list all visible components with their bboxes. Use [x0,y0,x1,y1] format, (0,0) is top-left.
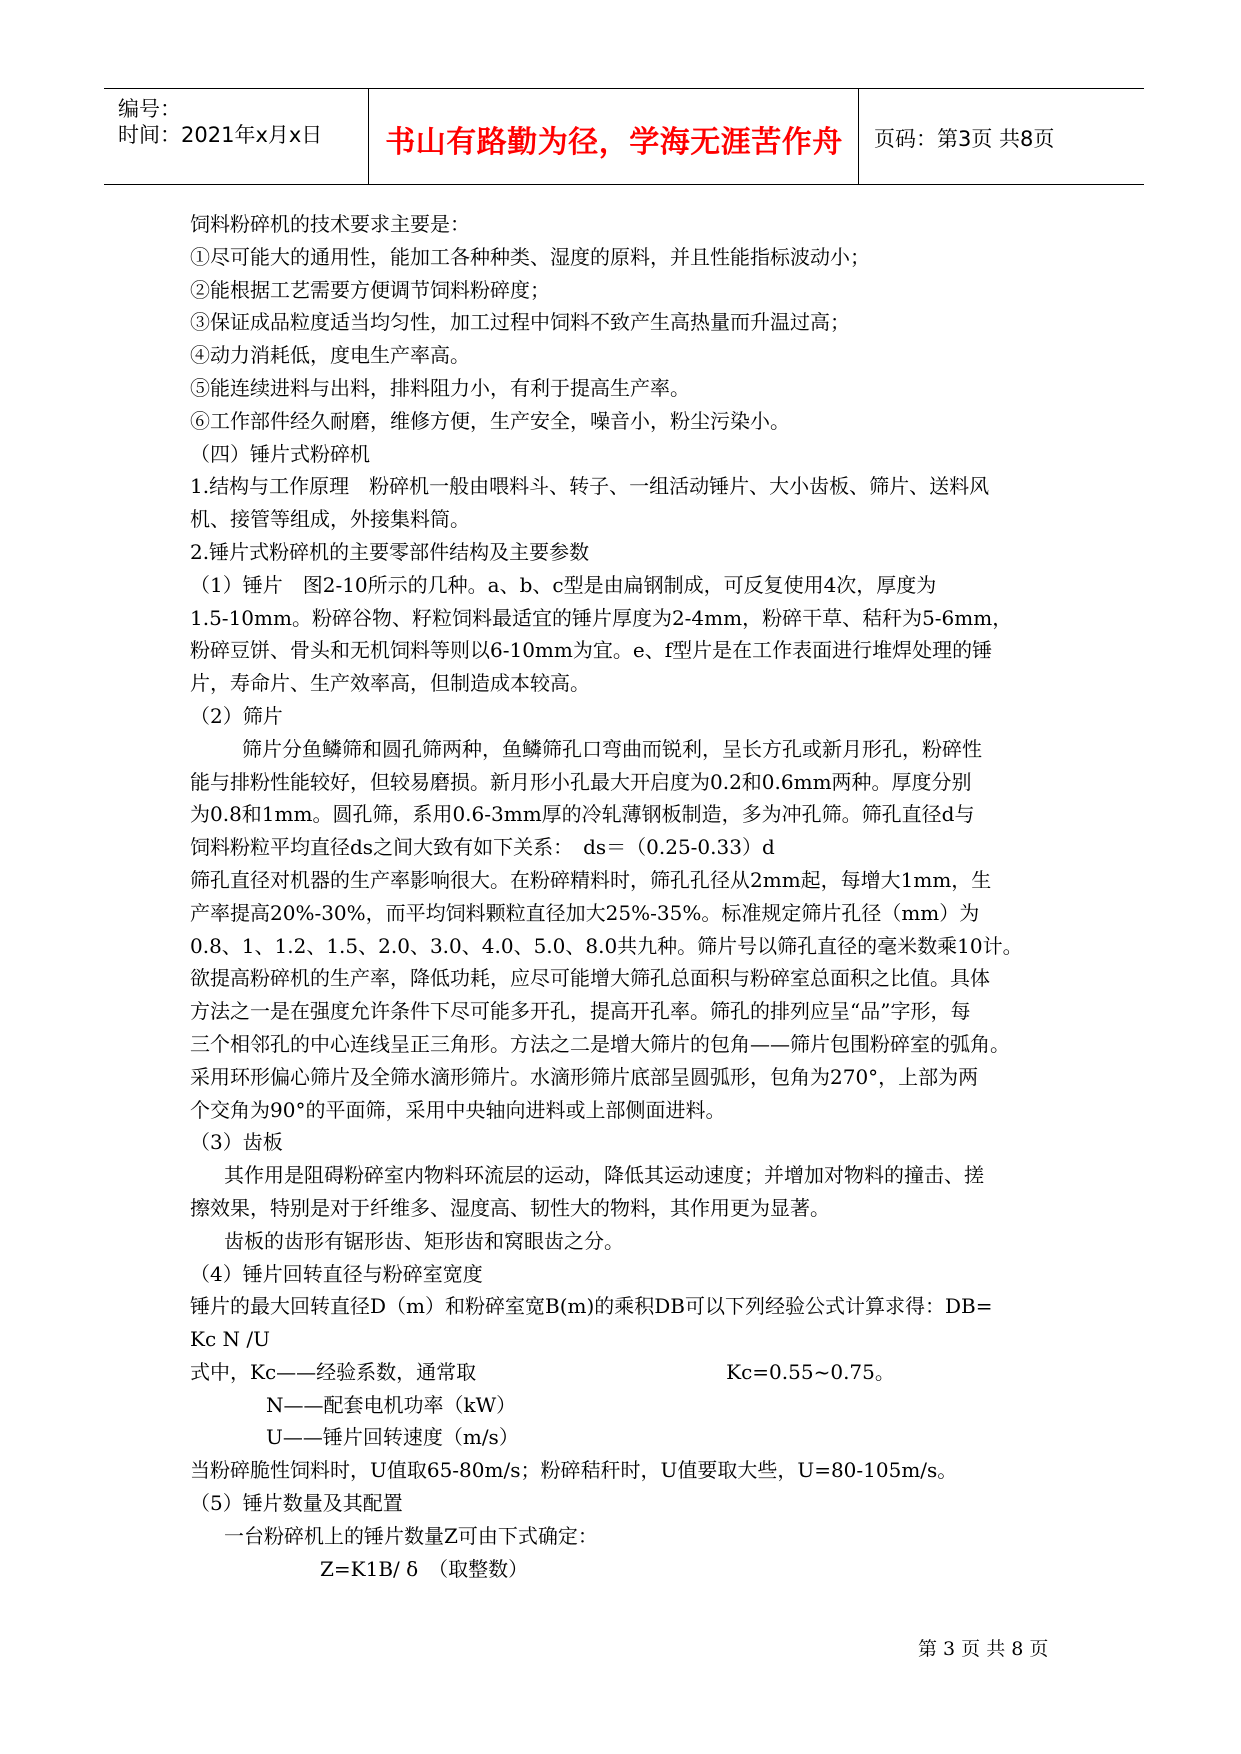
text-line: 锤片的最大回转直径D（m）和粉碎室宽B(m)的乘积DB可以下列经验公式计算求得：DB= [190,1294,993,1319]
text-line: 擦效果，特别是对于纤维多、湿度高、韧性大的物料，其作用更为显著。 [190,1195,830,1220]
text-line: 筛孔直径对机器的生产率影响很大。在粉碎精料时，筛孔孔径从2mm起，每增大1mm，生 [190,867,992,892]
text-line: 一台粉碎机上的锤片数量Z可由下式确定： [224,1523,598,1548]
text-line: 产率提高20%-30%，而平均饲料颗粒直径加大25%-35%。标准规定筛片孔径（mm）为 [190,900,980,925]
text-line: 个交角为90°的平面筛，采用中央轴向进料或上部侧面进料。 [190,1097,726,1122]
page-footer: 第 3 页 共 8 页 [918,1638,1049,1660]
text-line: （1）锤片 图2-10所示的几种。a、b、c型是由扁钢制成，可反复使用4次，厚度为 [190,572,937,597]
document-body [190,208,1070,1585]
text-line: 饲料粉粒平均直径ds之间大致有如下关系： ds＝（0.25-0.33）d [190,835,775,860]
subsection-heading: （5）锤片数量及其配置 [190,1491,403,1516]
legend-term: 式中，Kc——经验系数，通常取 [190,1359,477,1384]
motto-text: 书山有路勤为径，学海无涯苦作舟 [385,125,843,160]
document-number-label: 编号： [118,97,181,121]
text-line: 筛片分鱼鳞筛和圆孔筛两种，鱼鳞筛孔口弯曲而锐利，呈长方孔或新月形孔，粉碎性 [242,736,982,761]
text-line: ④动力消耗低，度电生产率高。 [190,343,470,368]
text-line: 方法之一是在强度允许条件下尽可能多开孔，提高开孔率。筛孔的排列应呈“品”字形，每 [190,999,971,1024]
header-page-cell [860,89,1144,184]
text-line: 片，寿命片、生产效率高，但制造成本较高。 [190,671,590,696]
text-line: 1.5-10mm。粉碎谷物、籽粒饲料最适宜的锤片厚度为2-4mm，粉碎干草、秸秆为5-6mm， [190,605,1013,630]
text-line: 三个相邻孔的中心连线呈正三角形。方法之二是增大筛片的包角——筛片包围粉碎室的弧角。 [190,1031,1010,1056]
text-line: 1.结构与工作原理 粉碎机一般由喂料斗、转子、一组活动锤片、大小齿板、筛片、送料风 [190,474,990,499]
text-line: 0.8、1、1.2、1.5、2.0、3.0、4.0、5.0、8.0共九种。筛片号以筛孔直径的毫米数乘10计。 [190,933,1023,958]
text-line: 为0.8和1mm。圆孔筛，系用0.6-3mm厚的冷轧薄钢板制造，多为冲孔筛。筛孔直径d与 [190,802,975,827]
text-line: ②能根据工艺需要方便调节饲料粉碎度； [190,277,550,302]
document-time-label: 时间：2021年x月x日 [118,123,323,147]
section-heading: （四）锤片式粉碎机 [190,441,370,466]
header-page-number: 页码：第3页 共8页 [874,127,1055,151]
text-line: ③保证成品粒度适当均匀性，加工过程中饲料不致产生高热量而升温过高； [190,310,850,335]
header-info-cell [104,89,369,184]
subsection-heading: （4）锤片回转直径与粉碎室宽度 [190,1261,483,1286]
formula-line: Z=K1B/ δ （取整数） [320,1556,529,1581]
text-line: 能与排粉性能较好，但较易磨损。新月形小孔最大开启度为0.2和0.6mm两种。厚度分别 [190,769,972,794]
formula-legend-line: N——配套电机功率（kW） [266,1392,517,1417]
formula-legend-line [190,1356,1070,1389]
page-header [104,88,1144,185]
text-line: 2.锤片式粉碎机的主要零部件结构及主要参数 [190,539,590,564]
text-line: 当粉碎脆性饲料时，U值取65-80m/s；粉碎秸秆时，U值要取大些，U=80-105m/s。 [190,1458,958,1483]
text-line: 采用环形偏心筛片及全筛水滴形筛片。水滴形筛片底部呈圆弧形，包角为270°，上部为两 [190,1064,979,1089]
text-line: 机、接管等组成，外接集料筒。 [190,507,470,532]
subsection-heading: （2）筛片 [190,703,283,728]
text-line: 齿板的齿形有锯形齿、矩形齿和窝眼齿之分。 [224,1228,624,1253]
legend-value: Kc=0.55~0.75。 [726,1359,895,1384]
text-line: ⑥工作部件经久耐磨，维修方便，生产安全，噪音小，粉尘污染小。 [190,408,790,433]
text-line: 饲料粉碎机的技术要求主要是： [190,212,470,236]
text-line: 粉碎豆饼、骨头和无机饲料等则以6-10mm为宜。e、f型片是在工作表面进行堆焊处理的锤 [190,638,993,663]
subsection-heading: （3）齿板 [190,1130,283,1155]
header-motto-cell [370,89,859,184]
text-line: 欲提高粉碎机的生产率，降低功耗，应尽可能增大筛孔总面积与粉碎室总面积之比值。具体 [190,966,990,991]
formula-legend-line: U——锤片回转速度（m/s） [266,1425,519,1450]
text-line: ⑤能连续进料与出料，排料阻力小，有利于提高生产率。 [190,375,690,400]
text-line: 其作用是阻碍粉碎室内物料环流层的运动，降低其运动速度；并增加对物料的撞击、搓 [224,1163,984,1188]
text-line: ①尽可能大的通用性，能加工各种种类、湿度的原料，并且性能指标波动小； [190,244,870,269]
formula-line: Kc N /U [190,1327,270,1352]
